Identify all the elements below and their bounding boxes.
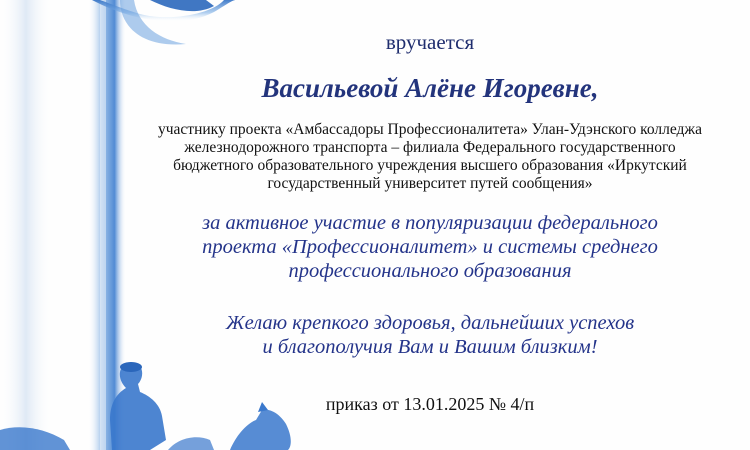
- reason-line: проекта «Профессионалитет» и системы среднего: [202, 236, 658, 258]
- award-reason: [135, 211, 725, 283]
- wish-line: и благополучия Вам и Вашим близким!: [262, 336, 598, 358]
- affiliation-line: бюджетного образовательного учреждения высшего образования «Иркутский: [173, 157, 687, 174]
- recipient-name: Васильевой Алёне Игоревне,: [261, 73, 599, 103]
- left-pale-strip: [0, 0, 52, 450]
- order-reference: приказ от 13.01.2025 № 4/п: [325, 394, 535, 414]
- affiliation-line: участнику проекта «Амбассадоры Профессионалитета» Улан-Удэнского колледжа: [158, 121, 702, 138]
- wish-line: Желаю крепкого здоровья, дальнейших успехов: [225, 312, 635, 334]
- recipient-affiliation: [130, 121, 730, 193]
- reason-line: за активное участие в популяризации федерального: [202, 212, 658, 234]
- awarded-to-label: вручается: [385, 30, 475, 54]
- wishes-text: [135, 311, 725, 359]
- band-highlight: [100, 0, 106, 450]
- vertical-blue-band: [88, 0, 126, 450]
- reason-line: профессионального образования: [288, 260, 572, 282]
- ribbon-swoosh-2: [150, 0, 214, 11]
- affiliation-line: государственный университет путей сообщения»: [267, 175, 593, 192]
- affiliation-line: железнодорожного транспорта – филиала Федерального государственного: [184, 139, 676, 156]
